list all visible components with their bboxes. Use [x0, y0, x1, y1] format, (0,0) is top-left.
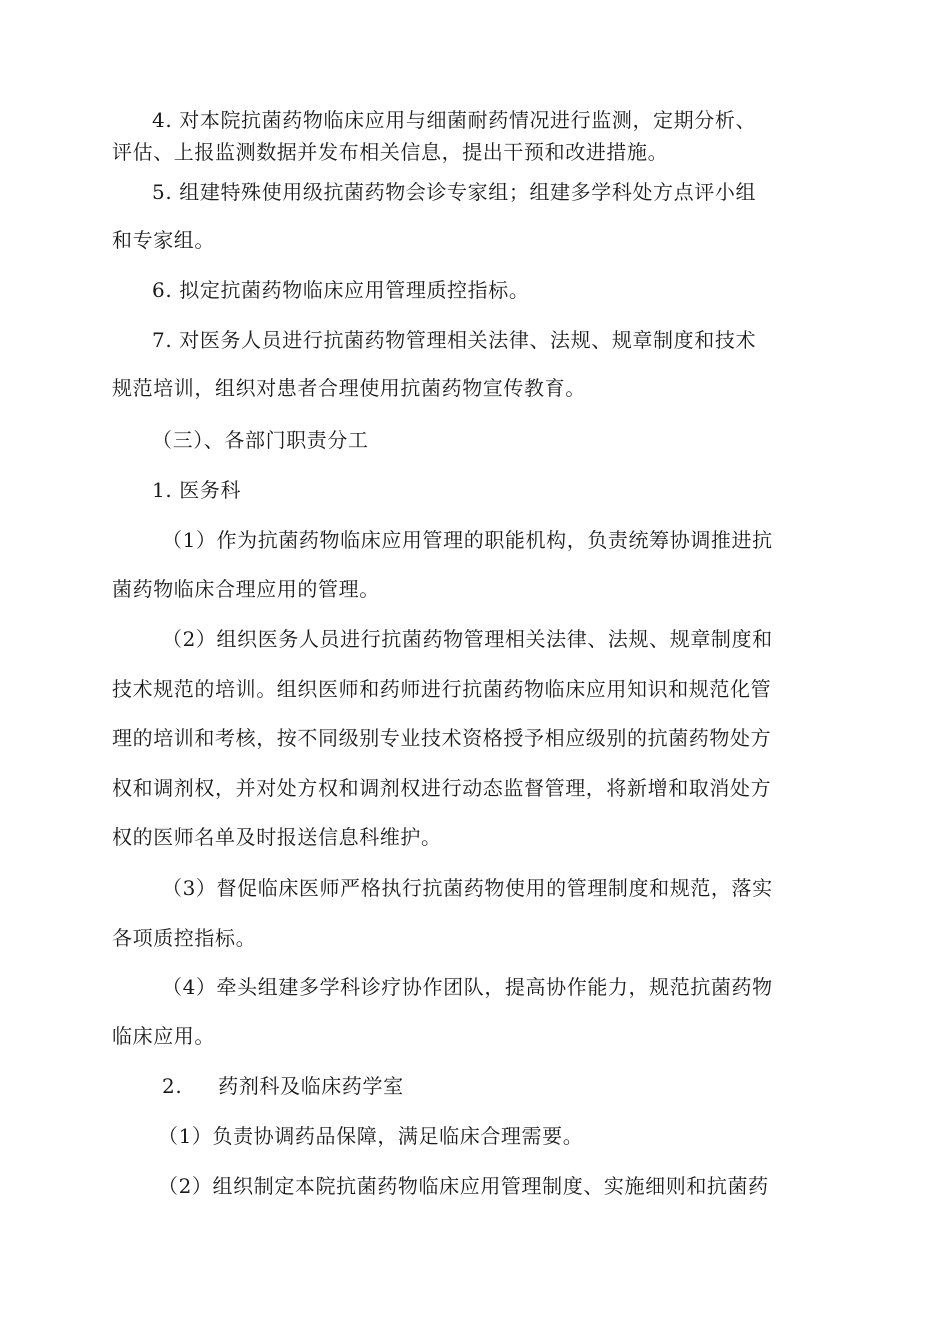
dept-2-title: 药剂科及临床药学室 [218, 1074, 404, 1098]
dept-1-item-2-line-3: 理的培训和考核，按不同级别专业技术资格授予相应级别的抗菌药物处方 [112, 726, 772, 750]
dept-1-item-2-line-5: 权的医师名单及时报送信息科维护。 [112, 825, 442, 849]
dept-1-item-1-line-2: 菌药物临床合理应用的管理。 [112, 577, 380, 601]
paragraph-7-line-1: 7. 对医务人员进行抗菌药物管理相关法律、法规、规章制度和技术 [152, 328, 757, 352]
paragraph-5-line-1: 5. 组建特殊使用级抗菌药物会诊专家组；组建多学科处方点评小组 [152, 180, 757, 204]
paragraph-5-line-2: 和专家组。 [112, 228, 215, 252]
section-heading-3: （三）、各部门职责分工 [152, 428, 369, 452]
dept-2-number: 2. [162, 1074, 183, 1098]
dept-1-item-4-line-1: （4）牵头组建多学科诊疗协作团队，提高协作能力，规范抗菌药物 [162, 975, 773, 999]
paragraph-6-line-1: 6. 拟定抗菌药物临床应用管理质控指标。 [152, 278, 530, 302]
paragraph-7-line-2: 规范培训，组织对患者合理使用抗菌药物宣传教育。 [112, 376, 586, 400]
dept-2-item-1: （1）负责协调药品保障，满足临床合理需要。 [158, 1124, 584, 1148]
dept-1-item-3-line-2: 各项质控指标。 [112, 926, 257, 950]
dept-1-item-1-line-1: （1）作为抗菌药物临床应用管理的职能机构，负责统筹协调推进抗 [162, 528, 773, 552]
dept-1-item-2-line-1: （2）组织医务人员进行抗菌药物管理相关法律、法规、规章制度和 [162, 627, 773, 651]
dept-1-item-2-line-2: 技术规范的培训。组织医师和药师进行抗菌药物临床应用知识和规范化管 [112, 677, 772, 701]
dept-1-item-2-line-4: 权和调剂权，并对处方权和调剂权进行动态监督管理，将新增和取消处方 [112, 776, 772, 800]
dept-1-item-3-line-1: （3）督促临床医师严格执行抗菌药物使用的管理制度和规范，落实 [162, 876, 773, 900]
paragraph-4-line-2: 评估、上报监测数据并发布相关信息，提出干预和改进措施。 [112, 140, 669, 164]
dept-1-title: 1. 医务科 [152, 478, 242, 502]
dept-2-item-2: （2）组织制定本院抗菌药物临床应用管理制度、实施细则和抗菌药 [158, 1174, 769, 1198]
dept-1-item-4-line-2: 临床应用。 [112, 1024, 215, 1048]
dept-2-heading [162, 1074, 404, 1098]
paragraph-4-line-1: 4. 对本院抗菌药物临床应用与细菌耐药情况进行监测，定期分析、 [152, 108, 757, 132]
